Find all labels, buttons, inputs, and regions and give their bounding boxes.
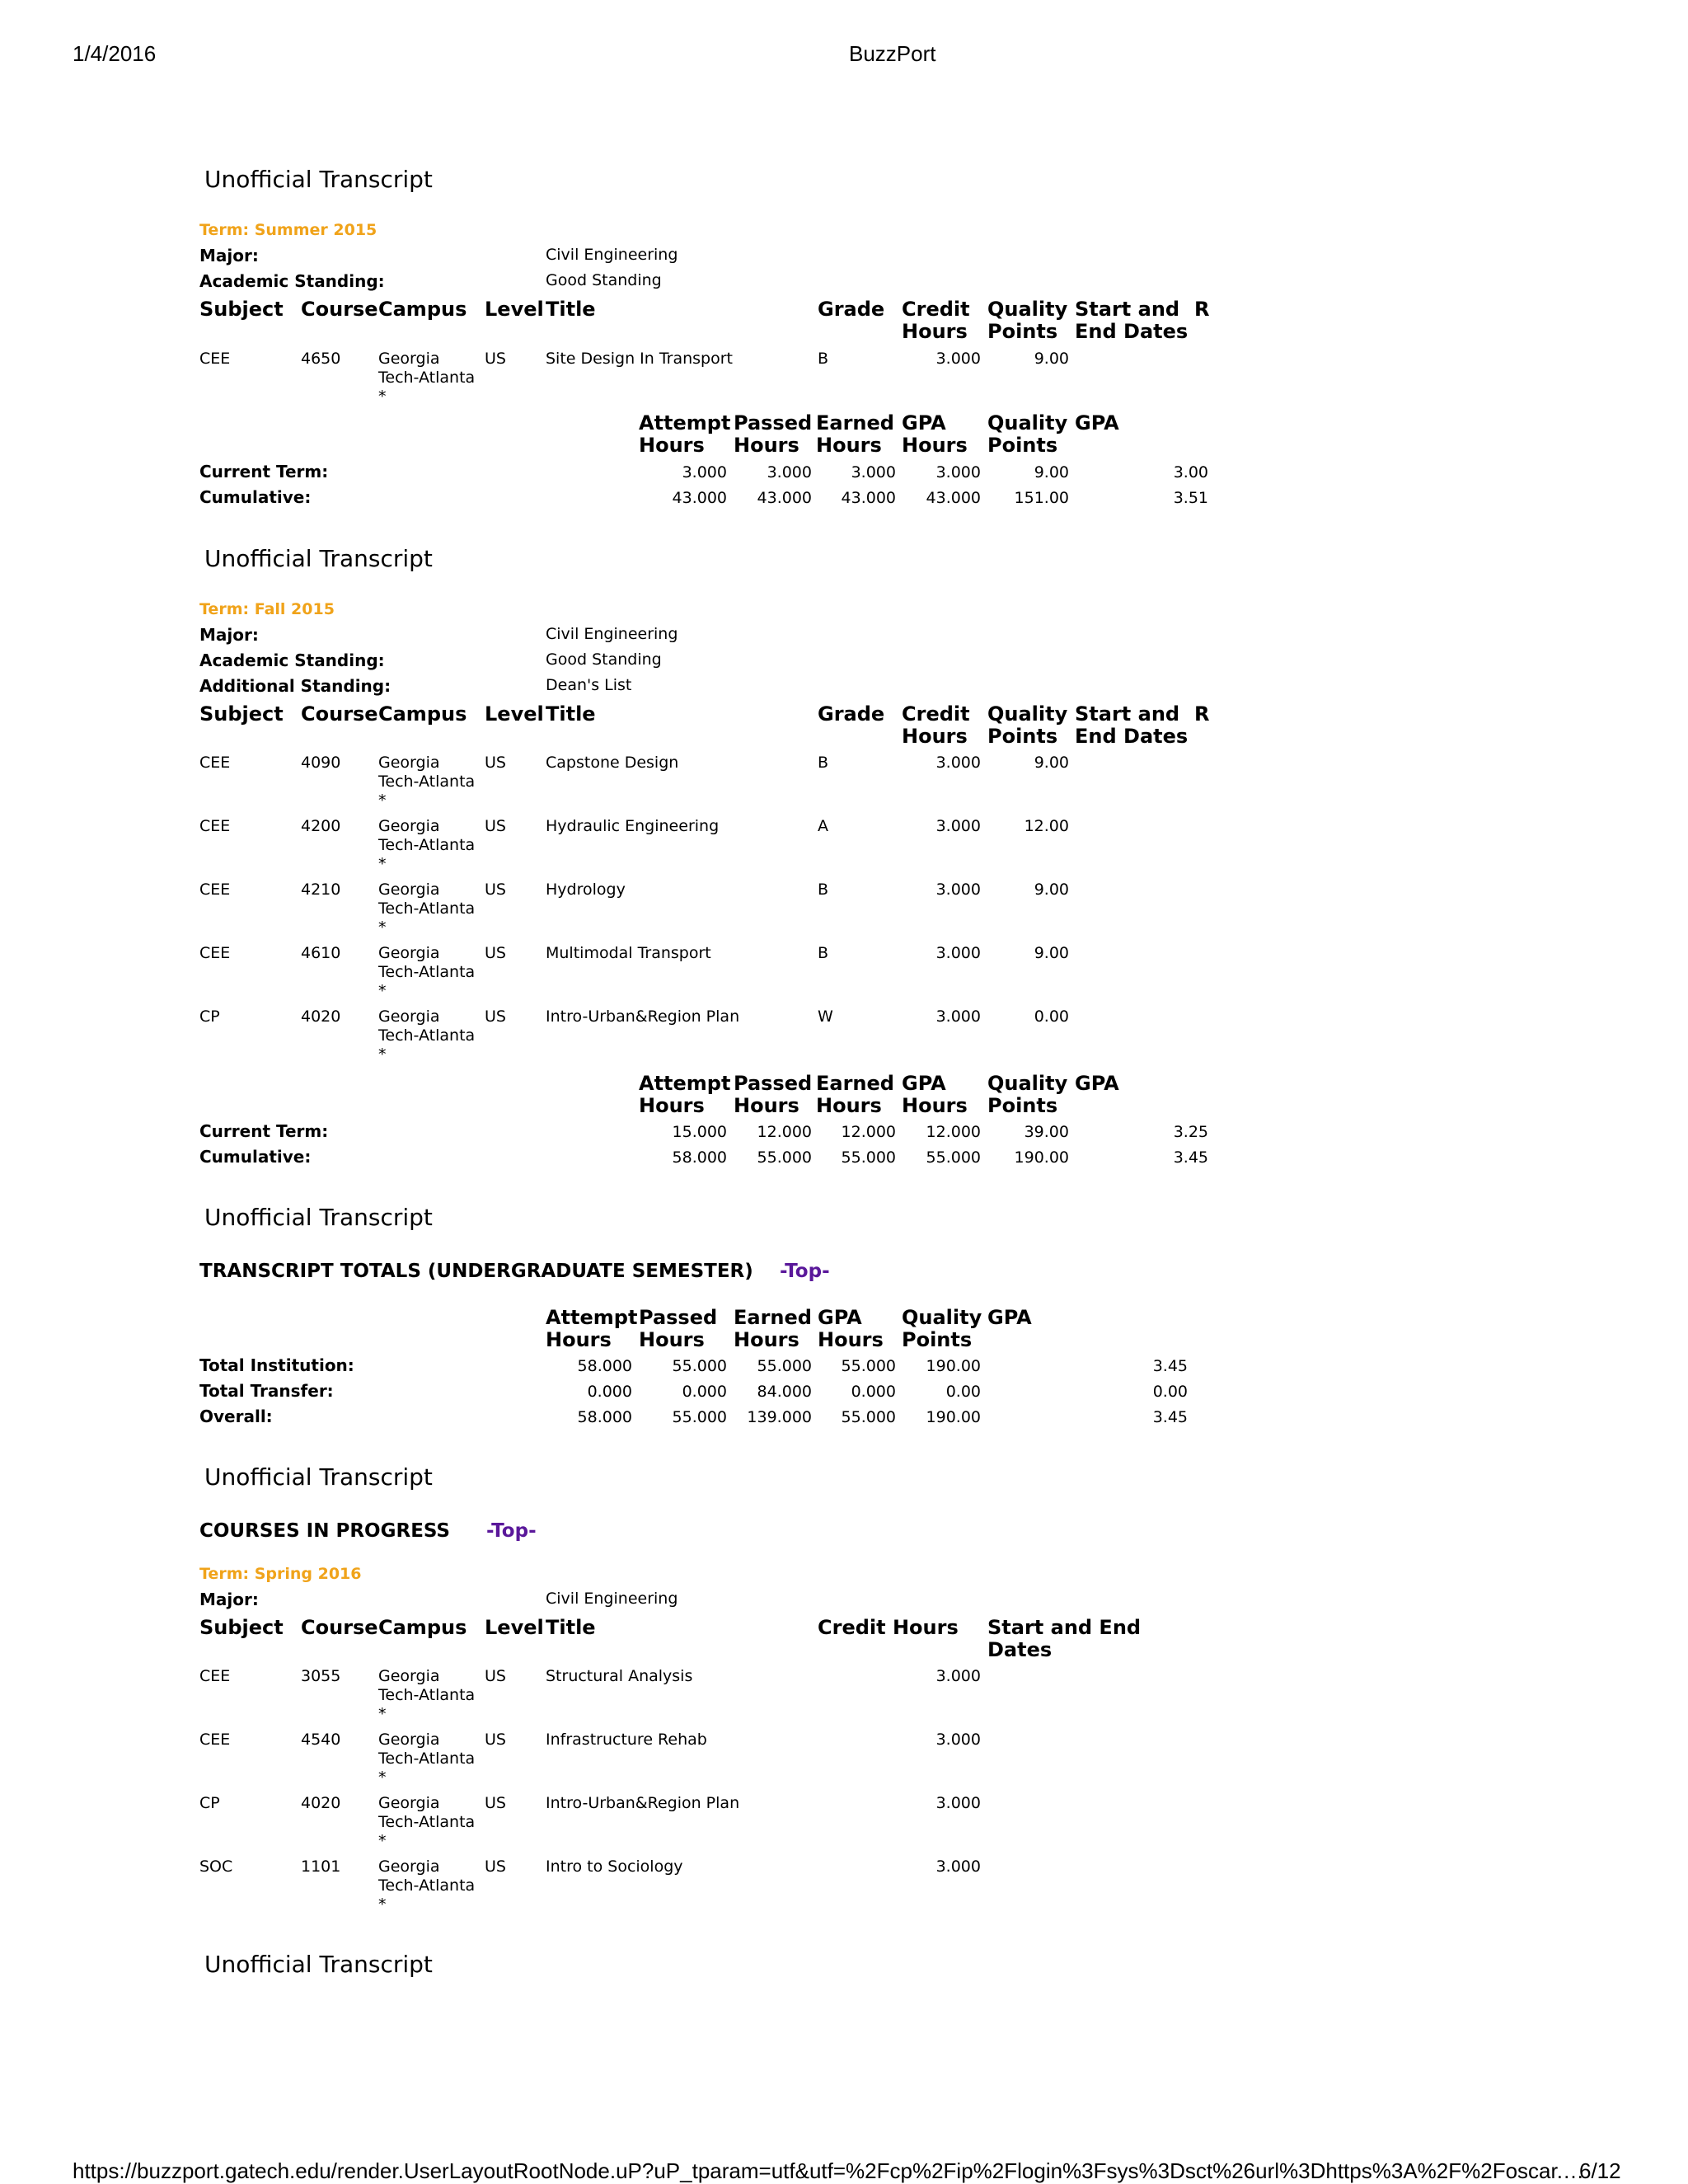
header-grade: Grade [818,298,885,321]
section-title: Unofficial Transcript [204,1463,433,1491]
cumulative-label: Cumulative: [199,487,312,507]
course-title: Intro-Urban&Region Plan [546,1794,740,1812]
overall-attempt-hours: 58.000 [577,1408,632,1426]
current-term-attempt-hours: 15.000 [672,1123,727,1141]
header-gpa: GPA [1075,1072,1119,1095]
course-level: US [485,881,506,899]
total-transfer-attempt-hours: 0.000 [587,1383,632,1401]
courses-in-progress-heading: COURSES IN PROGRESS [199,1520,450,1542]
current-term-gpa-hours: 12.000 [926,1123,981,1141]
header-passed-hours: Passed [639,1306,718,1329]
course-level: US [485,1858,506,1876]
header-r: R [1194,298,1210,321]
overall-passed-hours: 55.000 [672,1408,727,1426]
course-campus: Georgia [378,1667,440,1685]
course-campus: Georgia [378,1858,440,1876]
term-heading: Term: Spring 2016 [199,1565,362,1583]
current-term-gpa: 3.00 [1173,463,1208,481]
course-campus: Georgia [378,1731,440,1749]
course-campus: Georgia [378,881,440,899]
header-passed-hours-2: Hours [734,1094,799,1117]
header-campus: Campus [378,702,467,726]
header-level: Level [485,702,544,726]
total-transfer-gpa-hours: 0.000 [851,1383,896,1401]
total-institution-quality-points: 190.00 [926,1357,981,1375]
header-level: Level [485,1616,544,1639]
course-quality-points: 9.00 [1034,350,1069,368]
term-heading: Term: Summer 2015 [199,221,377,239]
current-term-label: Current Term: [199,462,329,481]
course-campus: Georgia [378,1007,440,1026]
academic-standing-value: Good Standing [546,651,662,669]
header-attempt-hours-2: Hours [639,1094,705,1117]
total-institution-earned-hours: 55.000 [757,1357,812,1375]
total-transfer-earned-hours: 84.000 [757,1383,812,1401]
top-link[interactable]: -Top- [780,1261,830,1282]
header-quality-points: Quality [987,298,1068,321]
course-grade: B [818,944,829,962]
total-institution-attempt-hours: 58.000 [577,1357,632,1375]
header-gpa-hours: GPA [902,1072,946,1095]
current-term-attempt-hours: 3.000 [682,463,727,481]
cumulative-gpa: 3.51 [1173,489,1208,507]
header-quality-points-2: Points [987,320,1058,343]
course-title: Hydraulic Engineering [546,817,720,835]
header-level: Level [485,298,544,321]
course-subject: CEE [199,350,231,368]
total-transfer-label: Total Transfer: [199,1381,334,1401]
course-level: US [485,1794,506,1812]
overall-quality-points: 190.00 [926,1408,981,1426]
major-value: Civil Engineering [546,625,678,643]
course-grade: W [818,1007,833,1026]
header-start-end-dates: Start and [1075,702,1180,726]
header-gpa-hours: GPA [818,1306,862,1329]
header-title: Title [546,1616,596,1639]
header-subject: Subject [199,1616,284,1639]
cumulative-label: Cumulative: [199,1147,312,1167]
course-credit-hours: 3.000 [935,1667,981,1685]
total-institution-gpa: 3.45 [1152,1357,1188,1375]
header-start-end-dates: Start and [1075,298,1180,321]
course-subject: CEE [199,817,231,835]
course-campus-line-3: * [378,1768,387,1787]
header-start-end-dates-2: End Dates [1075,320,1189,343]
header-credit-hours-2: Hours [902,725,968,748]
header-gpa-hours-2: Hours [818,1328,884,1351]
total-institution-passed-hours: 55.000 [672,1357,727,1375]
print-title: BuzzPort [849,41,936,66]
current-term-quality-points: 39.00 [1024,1123,1069,1141]
current-term-gpa-hours: 3.000 [935,463,981,481]
header-subject: Subject [199,702,284,726]
course-campus-line-2: Tech-Atlanta [378,899,476,918]
cumulative-earned-hours: 55.000 [841,1148,896,1167]
header-start-end-dates-2: Dates [987,1638,1053,1661]
header-attempt-hours: Attempt [639,1072,731,1095]
course-subject: SOC [199,1858,233,1876]
course-campus-line-2: Tech-Atlanta [378,1686,476,1704]
course-number: 1101 [301,1858,341,1876]
course-campus-line-2: Tech-Atlanta [378,1026,476,1045]
current-term-earned-hours: 12.000 [841,1123,896,1141]
section-title: Unofficial Transcript [204,1204,433,1231]
course-campus-line-3: * [378,1705,387,1723]
header-quality-points-2: Points [987,725,1058,748]
header-course: Course [301,702,378,726]
course-credit-hours: 3.000 [935,1794,981,1812]
header-gpa-hours-2: Hours [902,434,968,457]
header-attempt-hours: Attempt [546,1306,638,1329]
transcript-totals-heading: TRANSCRIPT TOTALS (UNDERGRADUATE SEMESTER) [199,1261,753,1282]
course-title: Multimodal Transport [546,944,711,962]
course-quality-points: 9.00 [1034,881,1069,899]
header-quality-points-2: Points [987,1094,1058,1117]
course-credit-hours: 3.000 [935,881,981,899]
course-campus-line-3: * [378,855,387,873]
overall-earned-hours: 139.000 [747,1408,812,1426]
academic-standing-label: Academic Standing: [199,651,385,670]
header-attempt-hours-2: Hours [546,1328,612,1351]
major-value: Civil Engineering [546,1590,678,1608]
course-campus-line-3: * [378,791,387,810]
course-subject: CEE [199,754,231,772]
course-campus: Georgia [378,754,440,772]
course-subject: CP [199,1794,220,1812]
section-title: Unofficial Transcript [204,545,433,572]
header-subject: Subject [199,298,284,321]
print-date: 1/4/2016 [73,41,157,66]
course-campus-line-3: * [378,1895,387,1914]
course-campus: Georgia [378,1794,440,1812]
header-title: Title [546,702,596,726]
course-level: US [485,1667,506,1685]
course-grade: B [818,754,829,772]
additional-standing-label: Additional Standing: [199,676,392,696]
header-credit-hours-2: Hours [902,320,968,343]
course-campus-line-2: Tech-Atlanta [378,836,476,854]
header-earned-hours-2: Hours [816,1094,882,1117]
total-transfer-gpa: 0.00 [1152,1383,1188,1401]
course-credit-hours: 3.000 [935,944,981,962]
course-grade: B [818,881,829,899]
cumulative-gpa-hours: 43.000 [926,489,981,507]
course-number: 4090 [301,754,341,772]
header-quality-points: Quality [987,1072,1068,1095]
course-level: US [485,817,506,835]
header-earned-hours: Earned [816,411,894,434]
course-campus-line-2: Tech-Atlanta [378,1813,476,1831]
course-campus-line-2: Tech-Atlanta [378,963,476,981]
course-credit-hours: 3.000 [935,754,981,772]
total-institution-label: Total Institution: [199,1355,354,1375]
overall-label: Overall: [199,1407,273,1426]
header-earned-hours: Earned [816,1072,894,1095]
cumulative-passed-hours: 55.000 [757,1148,812,1167]
header-campus: Campus [378,298,467,321]
total-institution-gpa-hours: 55.000 [841,1357,896,1375]
header-start-end-dates-2: End Dates [1075,725,1189,748]
header-quality-points-2: Points [987,434,1058,457]
course-credit-hours: 3.000 [935,1731,981,1749]
course-level: US [485,1731,506,1749]
print-url: https://buzzport.gatech.edu/render.UserLayoutRootNode.uP?uP_tparam=utf&utf=%2Fcp%2Fip%2Flogin%3Fsys%3Dsct%26url%3Dhttps%3A%2F%2Foscar.… [73,2158,1584,2183]
academic-standing-value: Good Standing [546,271,662,289]
course-level: US [485,350,506,368]
header-quality-points: Quality [987,702,1068,726]
cumulative-attempt-hours: 58.000 [672,1148,727,1167]
course-number: 4650 [301,350,341,368]
term-heading: Term: Fall 2015 [199,600,335,618]
header-passed-hours-2: Hours [639,1328,705,1351]
total-transfer-passed-hours: 0.000 [682,1383,727,1401]
cumulative-gpa: 3.45 [1173,1148,1208,1167]
cumulative-passed-hours: 43.000 [757,489,812,507]
course-number: 4200 [301,817,341,835]
section-title: Unofficial Transcript [204,1951,433,1978]
course-campus-line-2: Tech-Atlanta [378,773,476,791]
course-number: 4020 [301,1007,341,1026]
cumulative-attempt-hours: 43.000 [672,489,727,507]
additional-standing-value: Dean's List [546,676,632,694]
course-level: US [485,944,506,962]
course-grade: A [818,817,828,835]
course-number: 3055 [301,1667,341,1685]
top-link[interactable]: -Top- [486,1520,537,1542]
course-number: 4540 [301,1731,341,1749]
current-term-gpa: 3.25 [1173,1123,1208,1141]
header-gpa: GPA [1075,411,1119,434]
course-grade: B [818,350,829,368]
major-label: Major: [199,1590,259,1609]
course-campus-line-3: * [378,1045,387,1064]
major-value: Civil Engineering [546,246,678,264]
header-passed-hours: Passed [734,1072,813,1095]
course-campus-line-2: Tech-Atlanta [378,1876,476,1895]
header-quality-points: Quality [987,411,1068,434]
course-subject: CP [199,1007,220,1026]
course-campus-line-3: * [378,918,387,937]
course-campus: Georgia [378,350,440,368]
cumulative-gpa-hours: 55.000 [926,1148,981,1167]
current-term-label: Current Term: [199,1121,329,1141]
section-title: Unofficial Transcript [204,166,433,193]
course-quality-points: 0.00 [1034,1007,1069,1026]
course-title: Site Design In Transport [546,350,733,368]
course-level: US [485,754,506,772]
header-grade: Grade [818,702,885,726]
course-title: Intro-Urban&Region Plan [546,1007,740,1026]
course-credit-hours: 3.000 [935,1858,981,1876]
header-credit-hours: Credit [902,298,970,321]
header-earned-hours-2: Hours [734,1328,799,1351]
course-subject: CEE [199,1731,231,1749]
header-start-end-dates: Start and End [987,1616,1142,1639]
academic-standing-label: Academic Standing: [199,271,385,291]
course-campus-line-3: * [378,1832,387,1850]
header-campus: Campus [378,1616,467,1639]
header-quality-points: Quality [902,1306,982,1329]
course-campus: Georgia [378,817,440,835]
course-subject: CEE [199,1667,231,1685]
header-earned-hours-2: Hours [816,434,882,457]
course-quality-points: 12.00 [1024,817,1069,835]
header-quality-points-2: Points [902,1328,973,1351]
header-title: Title [546,298,596,321]
total-transfer-quality-points: 0.00 [945,1383,981,1401]
course-campus: Georgia [378,944,440,962]
course-subject: CEE [199,881,231,899]
cumulative-quality-points: 190.00 [1014,1148,1069,1167]
header-course: Course [301,1616,378,1639]
course-campus-line-2: Tech-Atlanta [378,369,476,387]
course-level: US [485,1007,506,1026]
current-term-passed-hours: 12.000 [757,1123,812,1141]
course-subject: CEE [199,944,231,962]
course-credit-hours: 3.000 [935,1007,981,1026]
course-number: 4020 [301,1794,341,1812]
header-gpa-hours: GPA [902,411,946,434]
course-title: Intro to Sociology [546,1858,683,1876]
course-title: Hydrology [546,881,626,899]
course-campus-line-2: Tech-Atlanta [378,1750,476,1768]
print-page-number: 6/12 [1579,2158,1621,2183]
course-campus-line-3: * [378,387,387,406]
header-course: Course [301,298,378,321]
course-number: 4610 [301,944,341,962]
current-term-passed-hours: 3.000 [767,463,812,481]
course-number: 4210 [301,881,341,899]
header-r: R [1194,702,1210,726]
header-gpa-hours-2: Hours [902,1094,968,1117]
header-attempt-hours-2: Hours [639,434,705,457]
header-attempt-hours: Attempt [639,411,731,434]
course-title: Infrastructure Rehab [546,1731,707,1749]
current-term-quality-points: 9.00 [1034,463,1069,481]
course-title: Capstone Design [546,754,679,772]
cumulative-quality-points: 151.00 [1014,489,1069,507]
header-passed-hours: Passed [734,411,813,434]
major-label: Major: [199,625,259,645]
header-credit-hours: Credit Hours [818,1616,959,1639]
cumulative-earned-hours: 43.000 [841,489,896,507]
course-campus-line-3: * [378,982,387,1000]
course-credit-hours: 3.000 [935,817,981,835]
header-earned-hours: Earned [734,1306,812,1329]
header-credit-hours: Credit [902,702,970,726]
course-quality-points: 9.00 [1034,944,1069,962]
major-label: Major: [199,246,259,265]
course-quality-points: 9.00 [1034,754,1069,772]
overall-gpa-hours: 55.000 [841,1408,896,1426]
overall-gpa: 3.45 [1152,1408,1188,1426]
course-credit-hours: 3.000 [935,350,981,368]
header-passed-hours-2: Hours [734,434,799,457]
current-term-earned-hours: 3.000 [851,463,896,481]
header-gpa: GPA [987,1306,1032,1329]
course-title: Structural Analysis [546,1667,693,1685]
